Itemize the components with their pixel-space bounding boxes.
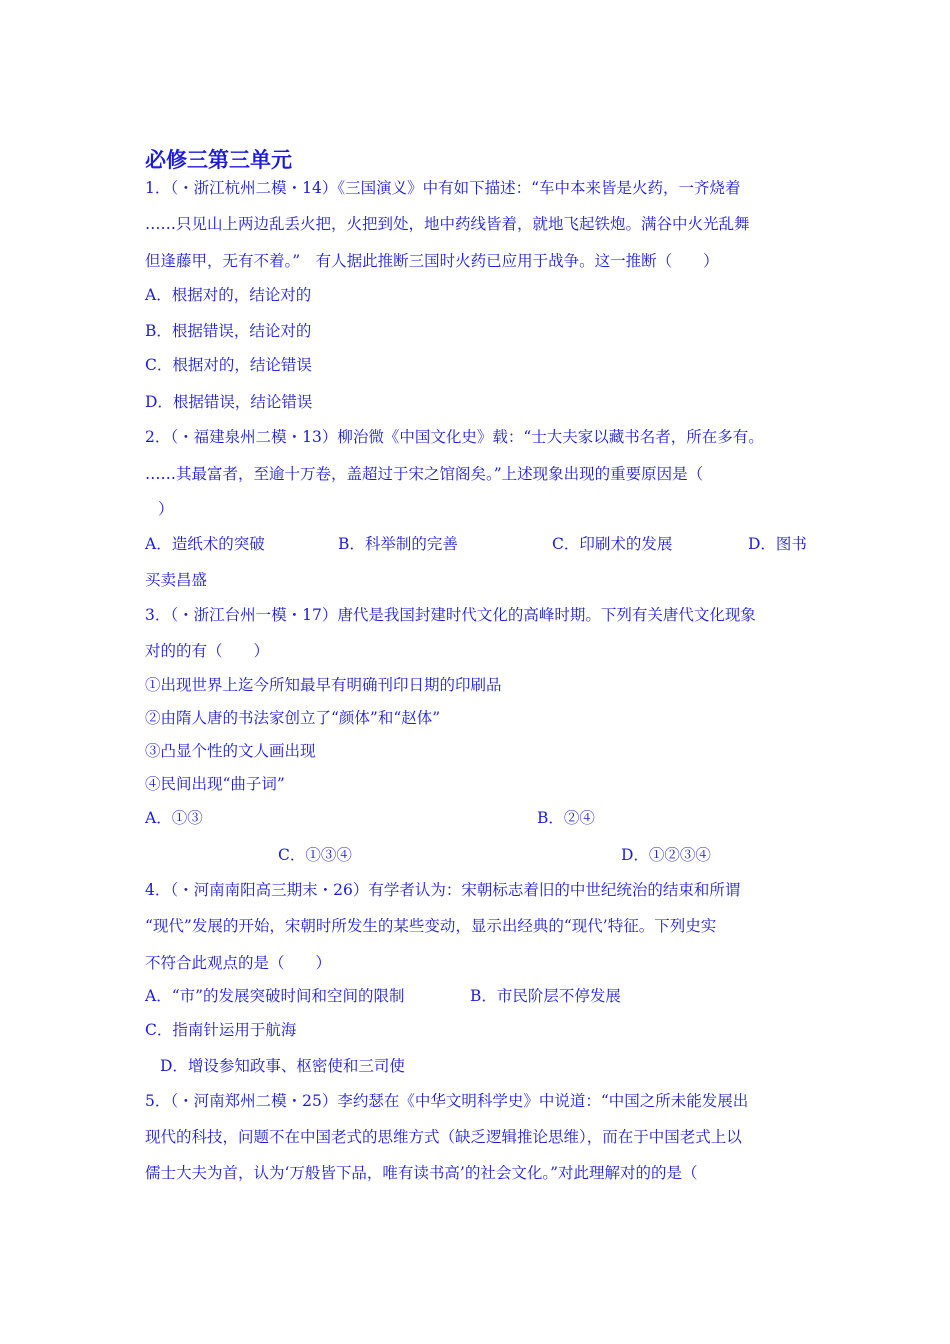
q3-statement-1: ①出现世界上迄今所知最早有明确刊印日期的印刷品 (145, 676, 502, 694)
q2-option-d-continued: 买卖昌盛 (145, 571, 208, 589)
q5-stem-line-2: 现代的科技，问题不在中国老式的思维方式（缺乏逻辑推论思维），而在于中国老式上以 (145, 1128, 742, 1146)
q3-option-d: D．①②③④ (621, 846, 711, 864)
q2-option-b: B．科举制的完善 (338, 535, 458, 553)
q2-stem-line-3: ） (158, 500, 174, 518)
q2-option-d: D．图书 (748, 535, 807, 553)
q3-option-a: A．①③ (145, 809, 203, 827)
q1-stem-line-3: 但逢藤甲，无有不着。” 有人据此推断三国时火药已应用于战争。这一推断（ ） (145, 252, 719, 270)
q1-option-c: C．根据对的，结论错误 (145, 356, 312, 374)
q3-option-c: C．①③④ (278, 846, 352, 864)
q3-stem-line-2: 对的的有（ ） (145, 642, 270, 660)
q1-option-d: D．根据错误，结论错误 (145, 393, 313, 411)
q3-stem-line-1: 3．（・浙江台州一模・17）唐代是我国封建时代文化的高峰时期。下列有关唐代文化现象 (145, 606, 756, 624)
q4-option-b: B．市民阶层不停发展 (470, 987, 621, 1005)
q1-stem-line-2: ……只见山上两边乱丢火把，火把到处，地中药线皆着，就地飞起铁炮。满谷中火光乱舞 (145, 215, 750, 233)
q5-stem-line-1: 5．（・河南郑州二模・25）李约瑟在《中华文明科学史》中说道：“中国之所未能发展出 (145, 1092, 749, 1110)
q4-stem-line-3: 不符合此观点的是（ ） (145, 954, 332, 972)
q4-stem-line-1: 4．（・河南南阳高三期末・26）有学者认为：宋朝标志着旧的中世纪统治的结束和所谓 (145, 881, 741, 899)
q1-stem-line-1: 1．（・浙江杭州二模・14）《三国演义》中有如下描述：“车中本来皆是火药，一齐烧着 (145, 179, 741, 197)
q1-option-a: A．根据对的，结论对的 (145, 286, 312, 304)
q3-statement-4: ④民间出现“曲子词” (145, 775, 285, 793)
q4-option-a: A．“市”的发展突破时间和空间的限制 (145, 987, 405, 1005)
q1-option-b: B．根据错误，结论对的 (145, 322, 312, 340)
q5-stem-line-3: 儒士大夫为首，认为‘万般皆下品，唯有读书高’的社会文化。”对此理解对的的是（ (145, 1164, 698, 1182)
q2-stem-line-2: ……其最富者，至逾十万卷，盖超过于宋之馆阁矣。”上述现象出现的重要原因是（ (145, 465, 704, 483)
q3-statement-2: ②由隋人唐的书法家创立了“颜体”和“赵体” (145, 709, 441, 727)
q4-stem-line-2: “现代”发展的开始，宋朝时所发生的某些变动，显示出经典的“现代’特征。下列史实 (145, 917, 717, 935)
q2-stem-line-1: 2．（・福建泉州二模・13）柳治微《中国文化史》载：“士大夫家以藏书名者，所在多有。 (145, 428, 764, 446)
q3-statement-3: ③凸显个性的文人画出现 (145, 742, 316, 760)
q2-option-a: A．造纸术的突破 (145, 535, 265, 553)
q4-option-c: C．指南针运用于航海 (145, 1021, 297, 1039)
section-title: 必修三第三单元 (145, 148, 292, 172)
q2-option-c: C．印刷术的发展 (552, 535, 673, 553)
q4-option-d: D．增设参知政事、枢密使和三司使 (160, 1057, 405, 1075)
q3-option-b: B．②④ (537, 809, 595, 827)
